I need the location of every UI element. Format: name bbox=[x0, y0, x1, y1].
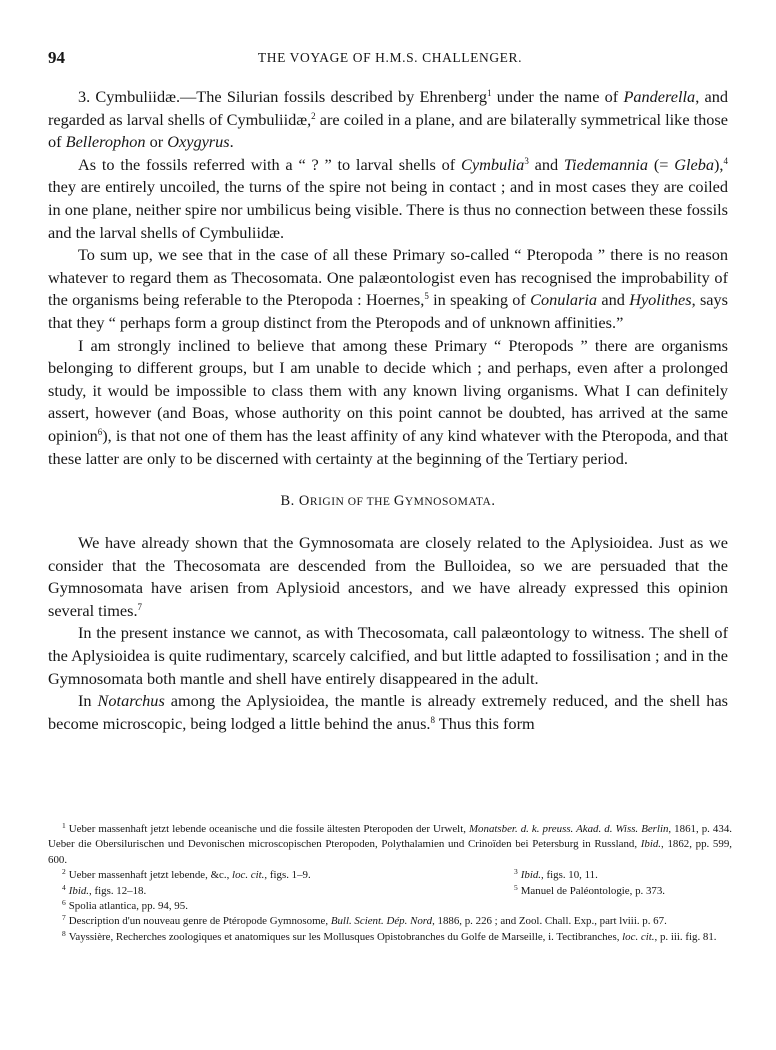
footnote-1: $^1$ Ueber massenhaft jetzt lebende oceanische und die fossile ältesten Pteropoden der Urwelt, Monatsber. d. k. preuss. Akad. d. Wiss. Berlin, 1861, p. 434. Ueber die Obersilurischen und Devonischen microscopischen Pteropoden, Polythalamien und Crinoïden bei Petersburg in Russland, Ibid., 1862, pp. 599, 600. bbox=[48, 821, 732, 866]
footnote-6: $^6$ Spolia atlantica, pp. 94, 95. bbox=[62, 898, 188, 913]
footnote-4: $^4$ Ibid., figs. 12–18. bbox=[62, 882, 147, 897]
footnote-ref: 4 bbox=[723, 155, 729, 166]
footnote-row bbox=[48, 884, 732, 899]
running-title: THE VOYAGE OF H.M.S. CHALLENGER. bbox=[257, 50, 523, 65]
page-number: 94 bbox=[48, 48, 65, 67]
footnote-3: $^3$ Ibid., figs. 10, 11. bbox=[514, 867, 598, 882]
section-heading: B. ORIGIN OF THE GYMNOSOMATA. bbox=[280, 493, 496, 510]
footnote-5: $^5$ Manuel de Paléontologie, p. 373. bbox=[514, 882, 666, 897]
footnote-ref: 6 bbox=[97, 426, 103, 437]
paragraph-primary-pteropods: I am strongly inclined to believe that among these Primary “ Pteropods ” there are organisms belonging to different groups, but I am unable to decide which ; and perhaps, even after a prolonged study, it would be impossible to class them with any known living organisms. What I can definitely assert, however (and Boas, whose authority on this point cannot be doubted, has arrived at the same opinion$^6$), is that not one of them has the least affinity of any kind whatever with the Pteropoda, and that these latter are only to be discerned with certainty at the beginning of the Tertiary period. bbox=[48, 335, 728, 468]
footnote-ref: 2 bbox=[311, 110, 316, 121]
footnote-ref: 3 bbox=[524, 155, 529, 166]
footnote-ref: 1 bbox=[487, 88, 492, 98]
footnote-row bbox=[48, 868, 732, 883]
paragraph-cymbuliidae: 3. Cymbuliidæ.—The Silurian fossils described by Ehrenberg$^1$ under the name of Panderella, and regarded as larval shells of Cymbuliidæ,$^2$ are coiled in a plane, and are bilaterally symmetrical like those of Bellerophon or Oxygyrus. bbox=[48, 87, 728, 152]
paragraph-sum-up: To sum up, we see that in the case of all these Primary so-called “ Pteropoda ” there is no reason whatever to regard them as Thecosomata. One palæontologist even has recognised the improbability of the organisms being referable to the Pteropoda : Hoernes,$^5$ in speaking of Conularia and Hyolithes, says that they “ perhaps form a group distinct from the Pteropods and of unknown affinities.” bbox=[48, 245, 728, 332]
paragraph-notarchus: In Notarchus among the Aplysioidea, the mantle is already extremely reduced, and the shell has become microscopic, being lodged a little behind the anus.$^8$ Thus this form bbox=[48, 691, 728, 733]
footnote-7: $^7$ Description d'un nouveau genre de Ptéropode Gymnosome, Bull. Scient. Dép. Nord, 1886, p. 226 ; and Zool. Chall. Exp., part lviii. p. 67. bbox=[62, 913, 667, 928]
page-header bbox=[48, 48, 732, 70]
footnote-8: $^8$ Vayssière, Recherches zoologiques et anatomiques sur les Mollusques Opistobranches du Golfe de Marseille, i. Tectibranches, loc. cit., p. iii. fig. 81. bbox=[62, 928, 717, 943]
paragraph-palaeontology: In the present instance we cannot, as with Thecosomata, call palæontology to witness. The shell of the Aplysioidea is quite rudimentary, scarcely calcified, and but little adapted to fossilisation ; and in the Gymnosomata both mantle and shell have entirely disappeared in the adult. bbox=[48, 623, 728, 688]
main-text bbox=[48, 86, 728, 735]
footnote-ref: 7 bbox=[137, 601, 143, 612]
footnote-2: $^2$ Ueber massenhaft jetzt lebende, &c., loc. cit., figs. 1–9. bbox=[62, 867, 311, 882]
footnote-ref: 5 bbox=[424, 291, 429, 302]
paragraph-gymnosomata-origin: We have already shown that the Gymnosomata are closely related to the Aplysioidea. Just as we consider that the Thecosomata are descended from the Bulloidea, so we are persuaded that the Gymnosomata have arisen from Aplysioid ancestors, and we have already expressed this opinion several times.$^7$ bbox=[48, 533, 728, 620]
footnotes bbox=[48, 822, 732, 945]
paragraph-larval-shells: As to the fossils referred with a “ ? ” to larval shells of Cymbulia$^3$ and Tiedemannia (= Gleba),$^4$ they are entirely uncoiled, the turns of the spire not being in contact ; and in most cases they are coiled in one plane, neither spire nor umbilicus being visible. There is thus no connection between these fossils and the larval shells of Cymbuliidæ. bbox=[48, 154, 729, 242]
footnote-ref: 8 bbox=[430, 714, 435, 725]
